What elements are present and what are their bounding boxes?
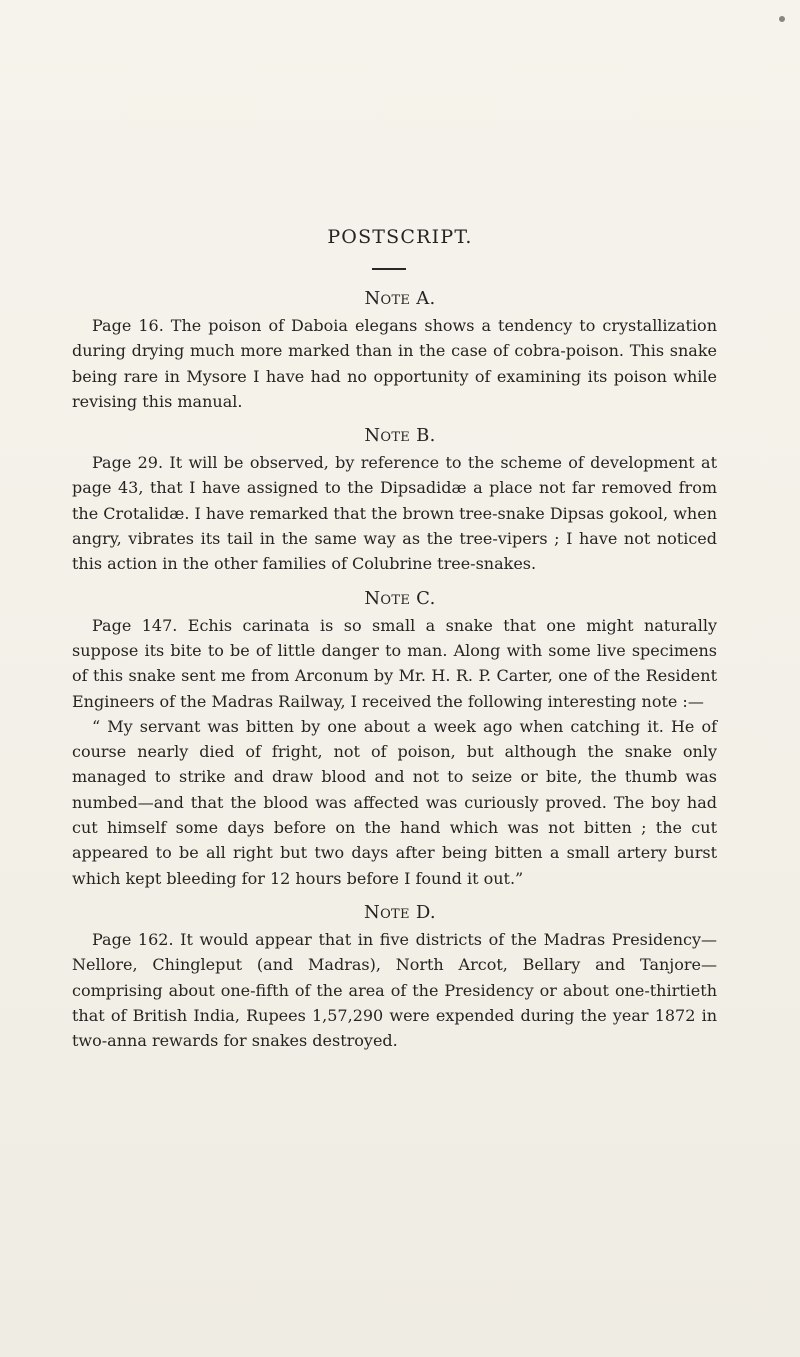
note-d-paragraph: Page 162. It would appear that in five districts of the Madras Presidency—Nellore, Chingleput (and Madras), North Arcot, Bellary and Tanjore—comprising about one-fifth of the area of the Presidency or about one-thirtieth that of British India, Rupees 1,57,290 were expended during the year 1872 in two-anna rewards for snakes destroyed.: [72, 929, 717, 1051]
note-b-paragraph: Page 29. It will be observed, by reference to the scheme of development at page 43, that I have assigned to the Dipsadidæ a place not far removed from the Crotalidæ. I have remarked that the brown tree-snake Dipsas gokool, when angry, vibrates its tail in the same way as the tree-vipers ; I have not noticed this action in the other families of Colubrine tree-snakes.: [72, 453, 717, 574]
note-b-heading: Note B.: [364, 425, 436, 447]
title-rule: [372, 268, 406, 270]
note-c-quotation: “ My servant was bitten by one about a week ago when catching it. He of course nearly died of fright, not of poison, but although the snake only managed to strike and draw blood and not to seize or bite, the thumb was numbed—and that the blood was affected was curiously proved. The boy had cut himself some days before on the hand which was not bitten ; the cut appeared to be all right but two days after being bitten a small artery burst which kept bleeding for 12 hours before I found it out.”: [72, 716, 717, 888]
note-d-heading: Note D.: [364, 901, 436, 923]
ink-speck: [779, 16, 785, 22]
note-c-heading: Note C.: [364, 587, 436, 609]
note-c-paragraph: Page 147. Echis carinata is so small a snake that one might naturally suppose its bite to be of little danger to man. Along with some live specimens of this snake sent me from Arconum by Mr. H. R. P. Carter, one of the Resident Engineers of the Madras Railway, I received the following interesting note :—: [72, 615, 717, 711]
postscript-notes: [0, 285, 800, 1053]
note-a-paragraph: Page 16. The poison of Daboia elegans shows a tendency to crystallization during drying much more marked than in the case of cobra-poison. This snake being rare in Mysore I have had no opportunity of examining its poison while revising this manual.: [72, 316, 717, 411]
page-title: POSTSCRIPT.: [327, 226, 473, 248]
note-a-heading: Note A.: [364, 288, 436, 309]
